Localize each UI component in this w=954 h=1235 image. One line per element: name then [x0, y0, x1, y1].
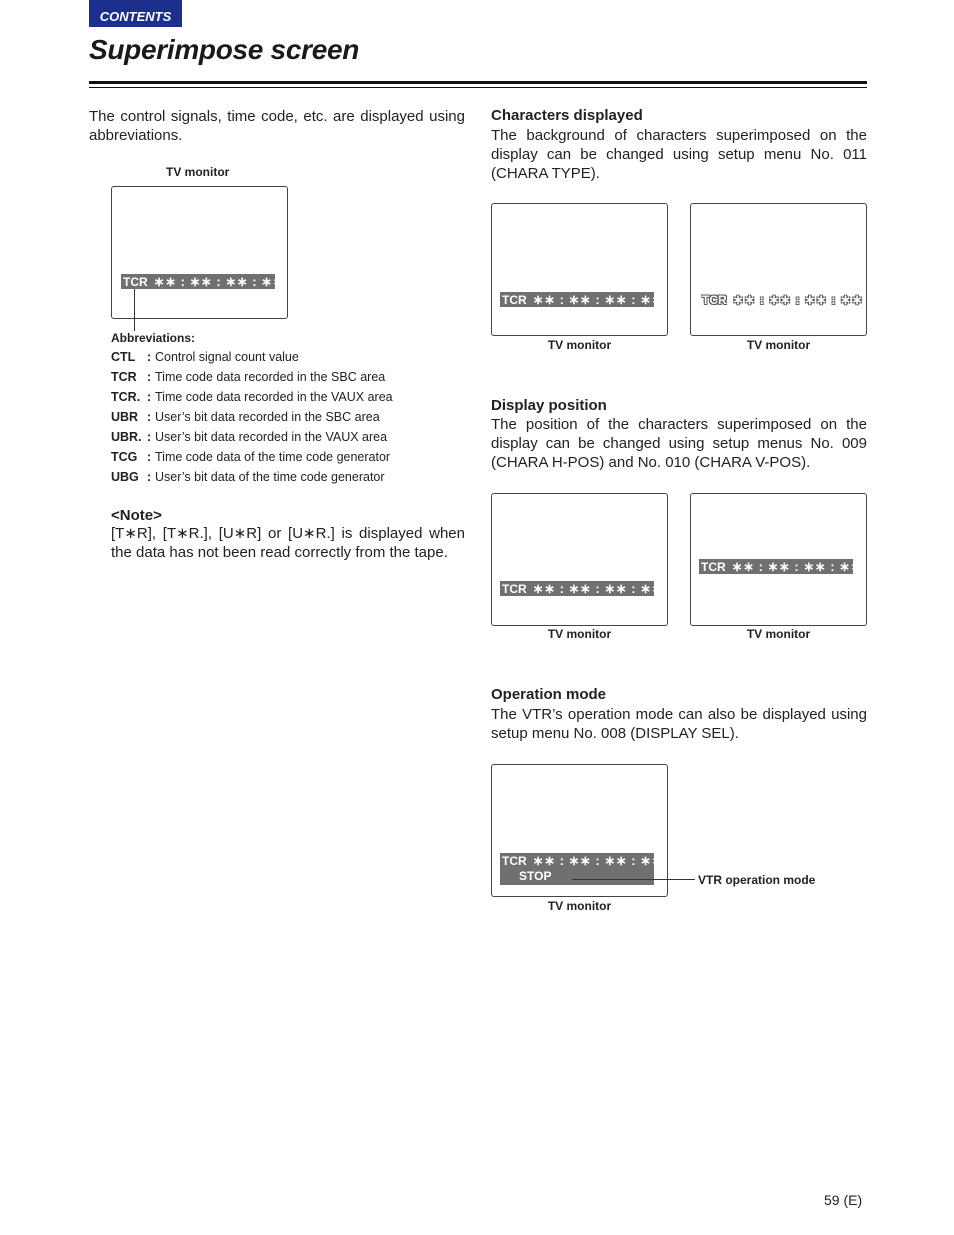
- tcr-code: ∗∗ : ∗∗ : ∗∗ : ∗∗: [532, 580, 663, 596]
- characters-text: The background of characters superimposed on the display can be changed using setup menu No. 011 (CHARA TYPE).: [491, 127, 867, 182]
- abbreviation-row: [111, 390, 451, 410]
- characters-heading: Characters displayed: [491, 107, 643, 124]
- position-text: The position of the characters superimposed on the display can be changed using setup menus No. 009 (CHARA H-POS) and No. 010 (CHARA V-POS).: [491, 416, 867, 471]
- intro-text: The control signals, time code, etc. are displayed using abbreviations.: [89, 108, 465, 144]
- tcr-display-with-mode: [500, 852, 663, 885]
- tcr-display-outline: [702, 291, 863, 307]
- intro-monitor-label: TV monitor: [166, 165, 230, 179]
- abbr-desc: User’s bit data recorded in the SBC area: [155, 410, 380, 424]
- tcr-label: TCR: [502, 853, 527, 868]
- characters-monitor-label-2: TV monitor: [746, 338, 811, 352]
- operation-monitor: [491, 764, 668, 897]
- tcr-code: ∗∗ : ∗∗ : ∗∗ : ∗∗: [532, 291, 663, 307]
- tcr-display: [121, 273, 284, 289]
- characters-monitor-2: [690, 203, 867, 336]
- abbr-colon: :: [147, 350, 152, 364]
- note-heading: <Note>: [111, 507, 162, 524]
- abbr-key: UBG: [111, 470, 139, 484]
- abbr-key: UBR.: [111, 430, 142, 444]
- tcr-display-background: [500, 291, 663, 307]
- abbr-desc: Time code data recorded in the SBC area: [155, 370, 386, 384]
- callout-line: [134, 289, 135, 331]
- abbr-colon: :: [147, 470, 152, 484]
- position-monitor-label-1: TV monitor: [547, 627, 612, 641]
- operation-monitor-label: TV monitor: [547, 899, 612, 913]
- operation-text: The VTR’s operation mode can also be displayed using setup menu No. 008 (DISPLAY SEL).: [491, 706, 867, 742]
- position-heading: Display position: [491, 397, 607, 414]
- abbreviation-row: [111, 410, 451, 430]
- abbreviation-row: [111, 430, 451, 450]
- tcr-display-bottom: [500, 580, 663, 596]
- position-monitor-1: [491, 493, 668, 626]
- abbr-colon: :: [147, 410, 152, 424]
- abbreviation-row: [111, 470, 451, 490]
- abbr-key: UBR: [111, 410, 139, 424]
- tcr-label: TCR: [123, 274, 148, 289]
- operation-heading: Operation mode: [491, 686, 607, 703]
- tcr-code: ∗∗ : ∗∗ : ∗∗ : ∗∗: [153, 273, 284, 289]
- abbreviations-list: [111, 350, 451, 490]
- abbr-desc: Time code data recorded in the VAUX area: [155, 390, 393, 404]
- characters-monitor-1: [491, 203, 668, 336]
- intro-tv-monitor: [111, 186, 288, 319]
- abbreviation-row: [111, 350, 451, 370]
- abbr-desc: Time code data of the time code generator: [155, 450, 391, 464]
- abbreviation-row: [111, 370, 451, 390]
- abbr-desc: User’s bit data of the time code generator: [155, 470, 385, 484]
- title-rule-thick: [89, 81, 867, 84]
- tcr-label: TCR: [702, 292, 727, 307]
- abbr-key: TCR: [111, 370, 137, 384]
- contents-link[interactable]: CONTENTS: [89, 0, 182, 27]
- abbr-colon: :: [147, 430, 152, 444]
- page-number: 59 (E): [824, 1192, 863, 1208]
- title-rule-thin: [89, 87, 867, 88]
- characters-monitor-label-1: TV monitor: [547, 338, 612, 352]
- note-text: [T∗R], [T∗R.], [U∗R] or [U∗R.] is displayed when the data has not been read correctly from the tape.: [111, 525, 465, 561]
- abbreviations-heading: Abbreviations:: [111, 331, 196, 345]
- tcr-label: TCR: [502, 581, 527, 596]
- abbr-colon: :: [147, 450, 152, 464]
- tcr-code: ∗∗ : ∗∗ : ∗∗ : ∗∗: [732, 291, 863, 307]
- operation-mode-text: STOP: [519, 869, 552, 883]
- abbr-desc: User’s bit data recorded in the VAUX area: [155, 430, 388, 444]
- operation-callout-line: [572, 879, 695, 880]
- tcr-display-raised: [699, 558, 862, 574]
- abbreviation-row: [111, 450, 451, 470]
- abbr-key: CTL: [111, 350, 136, 364]
- tcr-label: TCR: [701, 559, 726, 574]
- abbr-desc: Control signal count value: [155, 350, 299, 364]
- abbr-colon: :: [147, 390, 152, 404]
- position-monitor-label-2: TV monitor: [746, 627, 811, 641]
- abbr-key: TCR.: [111, 390, 141, 404]
- tcr-code: ∗∗ : ∗∗ : ∗∗ : ∗∗: [532, 852, 663, 868]
- abbr-colon: :: [147, 370, 152, 384]
- tcr-label: TCR: [502, 292, 527, 307]
- operation-callout-label: VTR operation mode: [698, 873, 816, 887]
- tcr-code: ∗∗ : ∗∗ : ∗∗ : ∗∗: [731, 558, 862, 574]
- abbr-key: TCG: [111, 450, 138, 464]
- page-title: Superimpose screen: [89, 34, 360, 65]
- position-monitor-2: [690, 493, 867, 626]
